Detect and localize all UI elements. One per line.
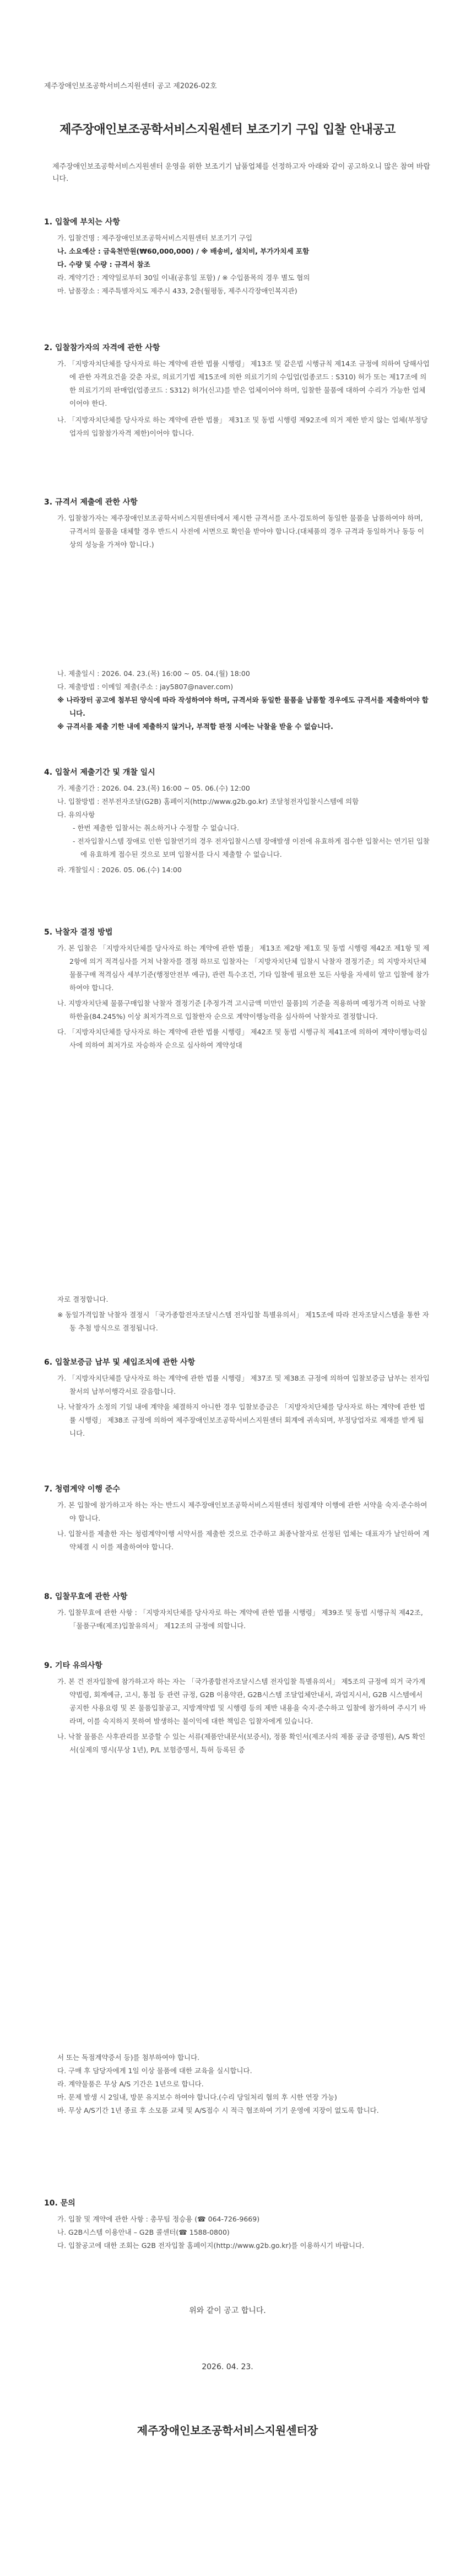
section-6-title: 6. 입찰보증금 납부 및 세입조치에 관한 사항 <box>44 1358 196 1367</box>
s9-item: 바. 무상 A/S기간 1년 종료 후 소모품 교체 및 A/S접수 시 적극 협조하여 기기 운영에 지장이 없도록 합니다. <box>57 2106 379 2115</box>
s4-sub: - 한번 제출한 입찰서는 취소하거나 수정할 수 없습니다. <box>73 824 239 832</box>
section-4 <box>44 766 430 877</box>
s1-item: 나. 소요예산 : 금육천만원(₩60,000,000) / ※ 배송비, 설치비, 부가가치세 포함 <box>57 247 310 255</box>
s3-note: ※ 규격서를 제출 기한 내에 제출하지 않거나, 부적합 판정 시에는 낙찰을 받을 수 없습니다. <box>57 722 333 731</box>
s2-item: 나. 「지방자치단체를 당사자로 하는 계약에 관한 법률」 제31조 및 동법 시행령 제92조에 의거 제한 받지 않는 업체(부정당업자의 입찰참가자격 제한)이어야 합니다. <box>57 416 428 437</box>
s9-item: 다. 구매 후 담당자에게 1일 이상 물품에 대한 교육을 실시합니다. <box>57 2067 252 2075</box>
s6-item: 나. 낙찰자가 소정의 기일 내에 계약을 체결하지 아니한 경우 입찰보증금은 「지방자치단체를 당사자로 하는 계약에 관한 법률 시행령」 제38조 규정에 의하여 제주장애인보조공학서비스지원센터 회계에 귀속되며, 부정당업자로 제재를 받게 됩니다. <box>57 1403 425 1437</box>
s4-item: 가. 제출기간 : 2026. 04. 23.(목) 16:00 ~ 05. 06.(수) 12:00 <box>57 784 250 792</box>
s5-item: 자로 결정합니다. <box>57 1295 109 1303</box>
s5-note: ※ 동일가격입찰 낙찰자 결정시 「국가종합전자조달시스템 전자입찰 특별유의서」 제15조에 따라 전자조달시스템을 통한 자동 추첨 방식으로 결정됩니다. <box>57 1311 429 1332</box>
section-7 <box>44 1483 430 1554</box>
s1-item: 가. 입찰건명 : 제주장애인보조공학서비스지원센터 보조기기 구입 <box>57 234 253 242</box>
section-7-title: 7. 청렴계약 이행 준수 <box>44 1485 120 1494</box>
section-10 <box>44 2197 430 2252</box>
s3-item: 나. 제출일시 : 2026. 04. 23.(목) 16:00 ~ 05. 04.(월) 18:00 <box>57 669 250 678</box>
s9-item: 라. 계약물품은 무상 A/S 기간은 1년으로 합니다. <box>57 2080 204 2088</box>
closing-text: 위와 같이 공고 합니다. <box>189 2306 266 2315</box>
s10-item: 나. G2B시스템 이용안내 – G2B 콜센터(☎ 1588-0800) <box>57 2228 230 2236</box>
s7-item: 나. 입찰서를 제출한 자는 청렴계약이행 서약서를 제출한 것으로 간주하고 최종낙찰자로 선정된 업체는 대표자가 날인하여 계약체결 시 이를 제출하여야 합니다. <box>57 1530 430 1551</box>
section-3-continued <box>44 667 430 733</box>
section-2 <box>44 342 430 440</box>
s1-item: 라. 계약기간 : 계약일로부터 30일 이내(공휴일 포함) / ※ 수입품목의 경우 별도 협의 <box>57 273 310 282</box>
section-5-title: 5. 낙찰자 결정 방법 <box>44 928 113 937</box>
s9-item: 나. 낙찰 물품은 사후관리를 보증할 수 있는 서류(제품안내문서(보증서), 정품 확인서(제조사의 제품 공급 증명원), A/S 확인서(실제의 명시(무상 1년), P/L 보험증명서, 특허 등록된 증 <box>57 1732 426 1754</box>
s3-note: ※ 나라장터 공고에 첨부된 양식에 따라 작성하여야 하며, 규격서와 동일한 물품을 납품할 경우에도 규격서를 제출하여야 합니다. <box>57 696 429 717</box>
s4-sub: - 전자입찰시스템 장애로 인한 입찰연기의 경우 전자입찰시스템 장애발생 이전에 유효하게 접수한 입찰서는 연기된 입찰에 유효하게 접수된 것으로 보며 입찰서를 다시 제출할 수 없습니다. <box>73 837 430 858</box>
section-3 <box>44 496 430 551</box>
section-1-title: 1. 입찰에 부치는 사항 <box>44 218 120 227</box>
section-9-continued <box>44 2051 430 2117</box>
section-10-title: 10. 문의 <box>44 2199 75 2208</box>
s1-item: 마. 납품장소 : 제주특별자치도 제주시 433, 2층(월평동, 제주시각장애인복지관) <box>57 287 297 295</box>
section-5 <box>44 926 430 1052</box>
s9-item: 마. 문제 발생 시 2일내, 방문 유지보수 하여야 합니다.(수리 당일처리 협의 후 시한 연장 가능) <box>57 2093 337 2101</box>
s4-item: 다. 유의사항 <box>57 811 95 819</box>
section-1 <box>44 216 430 298</box>
s3-item: 다. 제출방법 : 이메일 제출(주소 : jay5807@naver.com) <box>57 683 234 691</box>
notice-number: 제주장애인보조공학서비스지원센터 공고 제2026-02호 <box>44 82 217 90</box>
s3-item: 가. 입찰참가자는 제주장애인보조공학서비스지원센터에서 제시한 규격서를 조사·검토하여 동일한 물품을 납품하여야 하며, 규격서의 물품을 대체할 경우 반드시 사전에 서면으로 확인을 받아야 합니다.(대체품의 경우 규격과 동일하거나 동등 이상의 성능을 가져야 합니다.) <box>57 514 425 549</box>
section-3-title: 3. 규격서 제출에 관한 사항 <box>44 498 138 507</box>
s10-item: 가. 입찰 및 계약에 관한 사항 : 총무팀 정승용 (☎ 064-726-9669) <box>57 2215 260 2223</box>
s10-item: 다. 입찰공고에 대한 조회는 G2B 전자입찰 홈페이지(http://www.g2b.go.kr)를 이용하시기 바랍니다. <box>57 2241 365 2250</box>
issuing-organization: 제주장애인보조공학서비스지원센터장 <box>137 2424 318 2437</box>
section-2-title: 2. 입찰참가자의 자격에 관한 사항 <box>44 344 160 352</box>
s9-item: 서 또는 독점계약증서 등)를 첨부하여야 합니다. <box>57 2053 200 2062</box>
s4-item: 나. 입찰방법 : 전부전자조달(G2B) 홈페이지(http://www.g2b.go.kr) 조달청전자입찰시스템에 의함 <box>57 797 359 806</box>
s7-item: 가. 본 입찰에 참가하고자 하는 자는 반드시 제주장애인보조공학서비스지원센터 청렴계약 이행에 관한 서약을 숙지·준수하여야 합니다. <box>57 1501 427 1522</box>
intro-text: 제주장애인보조공학서비스지원센터 운영을 위한 보조기기 납품업체를 선정하고자 아래와 같이 공고하오니 많은 참여 바랍니다. <box>52 163 430 183</box>
s5-item: 다. 「지방자치단체를 당사자로 하는 계약에 관한 법률 시행령」 제42조 및 동법 시행규칙 제41조에 의하여 계약이행능력심사에 의하여 최저가로 자승하자 순으로 심사하여 계약성대 <box>57 1028 427 1049</box>
s9-item: 가. 본 건 전자입찰에 참가하고자 하는 자는 「국가종합전자조달시스템 전자입찰 특별유의서」 제5조의 규정에 의거 국가계약법령, 회계예규, 고시, 통첩 등 관련 규정, G2B 이용약관, G2B시스템 조달업체안내서, 과업지시서, G2B 시스템에서 공지한 사용요령 및 본 물품입찰공고, 지방계약법 및 시행령 등의 제반 내용을 숙지·준수하고 입찰에 참가하여 주시기 바라며, 이를 숙지하지 못하여 발생하는 불이익에 대한 책임은 입찰자에게 있습니다. <box>57 1677 426 1725</box>
section-9 <box>44 1660 430 1757</box>
section-4-title: 4. 입찰서 제출기간 및 개찰 일시 <box>44 768 155 777</box>
s5-item: 나. 지방자치단체 물품구매입찰 낙찰자 결정기준 [추정가격 고시금액 미만인 물품]의 기준을 적용하며 예정가격 이하로 낙찰하한율(84.245%) 이상 최저가격으로 입찰한자 순으로 계약이행능력을 심사하여 낙찰자로 결정합니다. <box>57 999 426 1021</box>
notice-date: 2026. 04. 23. <box>202 2363 253 2371</box>
s8-item: 가. 입찰무효에 관한 사항 : 「지방자치단체를 당사자로 하는 계약에 관한 법률 시행령」 제39조 및 동법 시행규칙 제42조, 「물품구매(제조)입찰유의서」 제12조의 규정에 의합니다. <box>57 1608 423 1630</box>
section-5-continued <box>44 1293 430 1335</box>
section-8 <box>44 1591 430 1633</box>
notice-title: 제주장애인보조공학서비스지원센터 보조기기 구입 입찰 안내공고 <box>59 123 396 137</box>
s4-item: 라. 개찰일시 : 2026. 05. 06.(수) 14:00 <box>57 866 182 874</box>
section-6 <box>44 1356 430 1440</box>
s1-item: 다. 수량 및 수량 : 규격서 참조 <box>57 260 150 269</box>
s5-item: 가. 본 입찰은 「지방자치단체를 당사자로 하는 계약에 관한 법률」 제13조 제2항 제1호 및 동법 시행령 제42조 제1항 및 제2항에 의거 적격심사를 거쳐 낙찰자를 결정 하므로 입찰자는 「지방자치단체 입찰시 낙찰자 결정기준」의 지방자치단체 물품구매 적격심사 세부기준(행정안전부 예규), 관련 특수조건, 기타 입찰에 필요한 모든 사항을 자세히 알고 입찰에 참가하여야 합니다. <box>57 944 430 992</box>
s2-item: 가. 「지방자치단체를 당사자로 하는 계약에 관한 법률 시행령」 제13조 및 같은법 시행규칙 제14조 규정에 의하여 당해사업에 관한 자격요건을 갖춘 자로, 의료기기법 제15조에 의한 의료기기의 수입업(업종코드 : S310) 허가 또는 제17조에 의한 의료기기의 판매업(업종코드 : S312) 허가(신고)를 받은 업체이어야 하며, 입찰한 물품에 대하여 수리가 가능한 업체이어야 한다. <box>57 359 430 407</box>
s6-item: 가. 「지방자치단체를 당사자로 하는 계약에 관한 법률 시행령」 제37조 및 제38조 규정에 의하여 입찰보증금 납부는 전자입찰서의 납부이행각서로 갈음합니다. <box>57 1374 430 1396</box>
section-9-title: 9. 기타 유의사항 <box>44 1661 102 1670</box>
section-8-title: 8. 입찰무효에 관한 사항 <box>44 1592 128 1601</box>
